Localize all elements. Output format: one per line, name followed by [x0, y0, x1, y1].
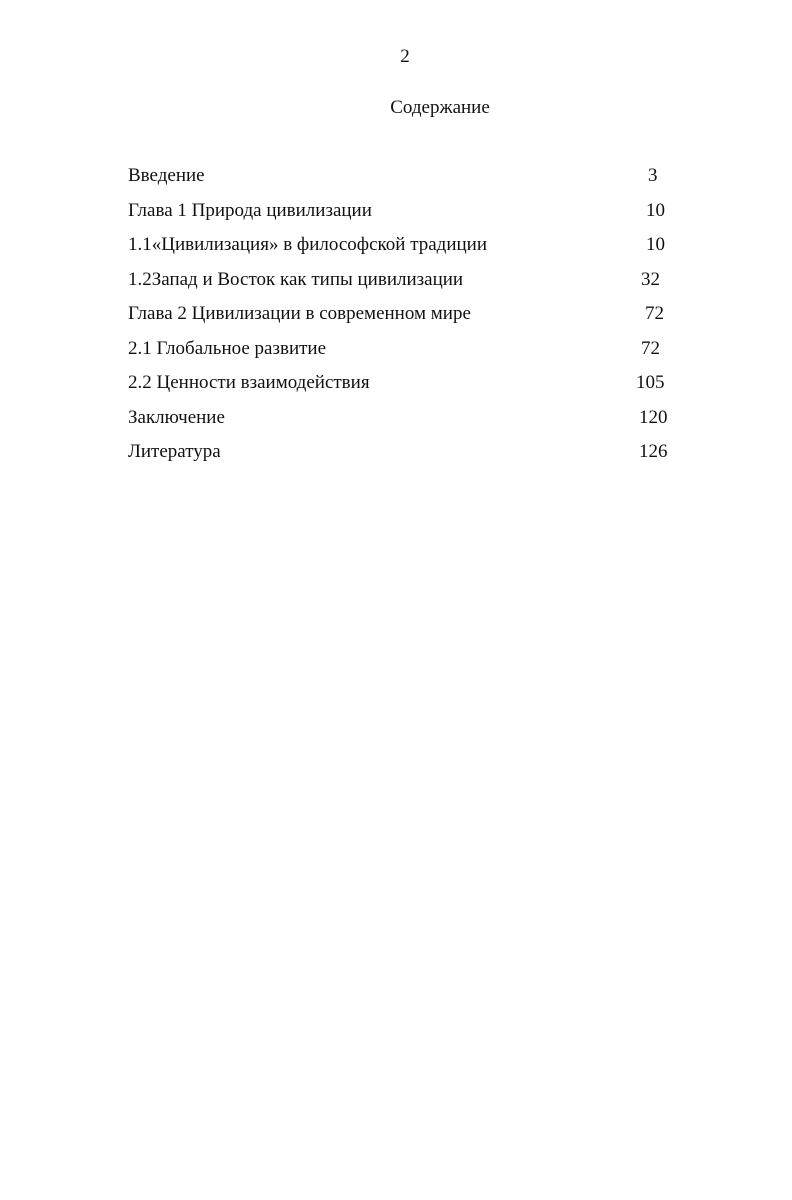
toc-row-section-1-1	[128, 233, 688, 268]
toc-row-conclusion	[128, 406, 688, 441]
toc-label: 1.2Запад и Восток как типы цивилизации	[128, 268, 464, 290]
toc-row-literature	[128, 440, 688, 475]
toc-label: Введение	[128, 165, 205, 186]
toc-label: 2.2 Ценности взаимодействия	[128, 372, 370, 393]
toc-row-section-2-1	[128, 337, 688, 372]
toc-label: Заключение	[128, 406, 225, 428]
toc-page-number: 105	[636, 372, 665, 393]
toc-label: Глава 2 Цивилизации в современном мире	[128, 303, 471, 324]
toc-page-number: 3	[648, 165, 658, 186]
toc-label: Глава 1 Природа цивилизации	[128, 199, 372, 221]
toc-page-number: 72	[641, 337, 660, 359]
toc-page-number: 32	[641, 268, 660, 290]
table-of-contents	[128, 164, 688, 475]
toc-row-introduction	[128, 164, 688, 199]
toc-page-number: 120	[639, 406, 668, 428]
toc-row-section-2-2	[128, 371, 688, 406]
page-title: Содержание	[390, 97, 490, 118]
toc-label: Литература	[128, 441, 221, 462]
toc-row-section-1-2	[128, 268, 688, 303]
toc-page-number: 10	[646, 234, 665, 255]
page-number: 2	[400, 46, 410, 67]
toc-row-chapter-1	[128, 199, 688, 234]
toc-row-chapter-2	[128, 302, 688, 337]
toc-label: 1.1«Цивилизация» в философской традиции	[128, 234, 488, 255]
toc-page-number: 72	[645, 303, 664, 324]
toc-page-number: 10	[646, 199, 665, 221]
toc-page-number: 126	[639, 441, 668, 462]
toc-label: 2.1 Глобальное развитие	[128, 337, 327, 359]
